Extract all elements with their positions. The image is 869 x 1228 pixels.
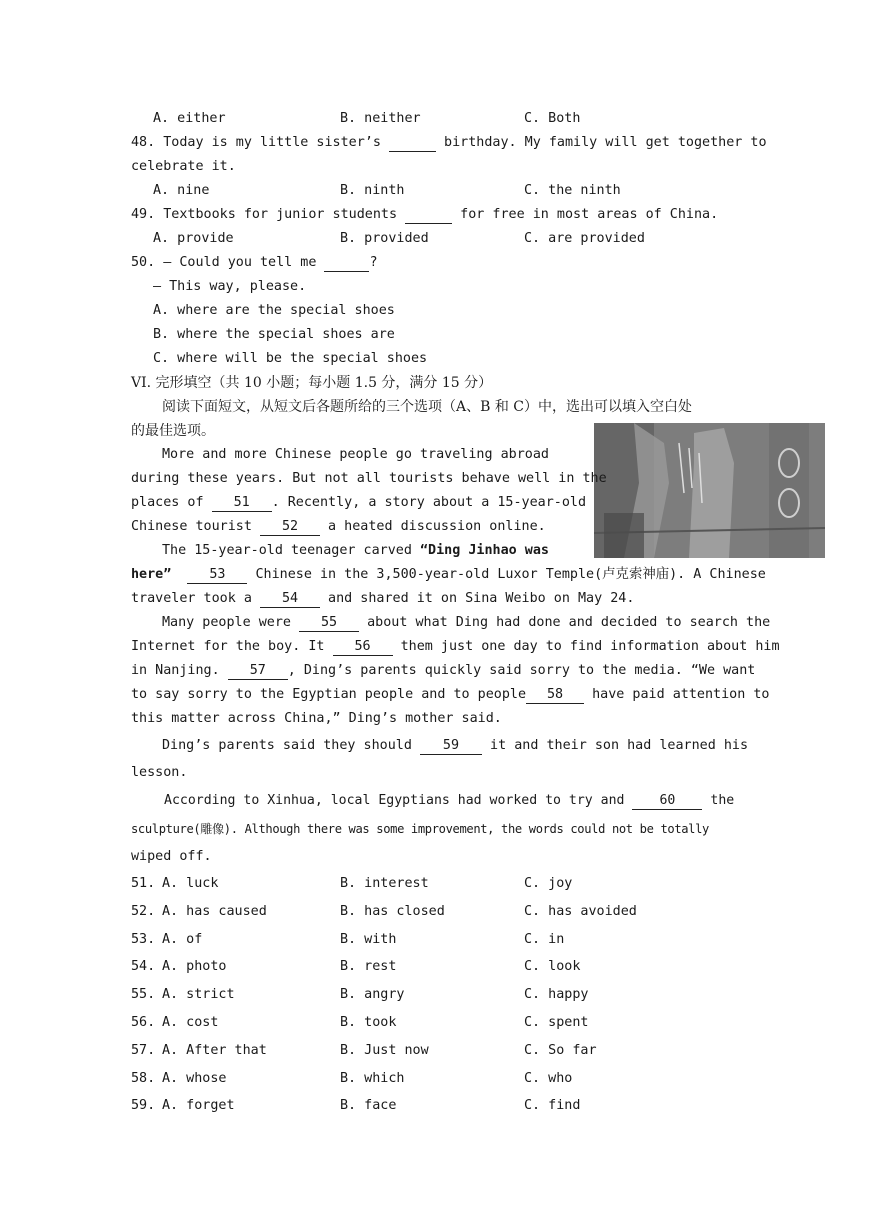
q48-stem-start: 48. Today is my little sister’s xyxy=(131,135,389,150)
blank-54: 54 xyxy=(260,591,320,608)
answer-option-a: A. photo xyxy=(162,959,227,974)
answer-option-b: B. angry xyxy=(340,987,405,1002)
q48-option-a: A. nine xyxy=(153,183,210,198)
q49-stem-end: for free in most areas of China. xyxy=(452,207,719,222)
q48-stem-end: birthday. My family will get together to xyxy=(435,135,767,150)
passage-p1-line2: during these years. But not all tourists behave well in the xyxy=(131,471,607,486)
passage-p1-line4 xyxy=(131,519,546,536)
passage-text: The 15-year-old teenager carved xyxy=(162,543,420,558)
answer-option-b: B. interest xyxy=(340,876,429,891)
q50-stem-end: ? xyxy=(369,255,378,270)
answer-number: 51. xyxy=(131,876,156,891)
passage-text: Ding’s parents said they should xyxy=(162,738,420,753)
answer-option-b: B. took xyxy=(340,1015,397,1030)
q50-blank xyxy=(324,255,369,272)
passage-p4-line2: lesson. xyxy=(131,765,188,780)
section-title: VI. 完形填空（共 10 小题；每小题 1.5 分，满分 15 分） xyxy=(131,375,493,391)
blank-53: 53 xyxy=(187,567,247,584)
q49-blank xyxy=(405,207,452,224)
answer-option-c: C. find xyxy=(524,1098,581,1113)
passage-p5-line1 xyxy=(164,793,734,810)
answer-option-c: C. in xyxy=(524,932,565,947)
answer-number: 56. xyxy=(131,1015,156,1030)
q50-option-b: B. where the special shoes are xyxy=(153,327,395,342)
blank-56: 56 xyxy=(333,639,393,656)
passage-text: a heated discussion online. xyxy=(320,519,546,534)
q50-option-c: C. where will be the special shoes xyxy=(153,351,428,366)
answer-number: 59. xyxy=(131,1098,156,1113)
passage-text: the xyxy=(702,793,735,808)
q48-option-b: B. ninth xyxy=(340,183,405,198)
answer-number: 55. xyxy=(131,987,156,1002)
blank-60: 60 xyxy=(632,793,702,810)
q49-option-a: A. provide xyxy=(153,231,234,246)
passage-text: According to Xinhua, local Egyptians had worked to try and xyxy=(164,793,633,808)
passage-text: about what Ding had done and decided to search the xyxy=(359,615,771,630)
blank-51: 51 xyxy=(212,495,272,512)
passage-text: Chinese in the 3,500-year-old Luxor Temple(卢克索神庙). A Chinese xyxy=(247,567,766,582)
passage-text: to say sorry to the Egyptian people and to people xyxy=(131,687,527,702)
passage-p2-line1 xyxy=(162,543,549,559)
carved-quote: “Ding Jinhao was xyxy=(419,543,549,558)
q48-option-c: C. the ninth xyxy=(524,183,621,198)
passage-p1-line1: More and more Chinese people go traveling abroad xyxy=(162,447,549,462)
blank-52: 52 xyxy=(260,519,320,536)
passage-p3-line3 xyxy=(131,663,755,680)
q49-option-b: B. provided xyxy=(340,231,429,246)
answer-option-b: B. has closed xyxy=(340,904,445,919)
passage-p3-line1 xyxy=(162,615,770,632)
answer-number: 57. xyxy=(131,1043,156,1058)
q47-option-a: A. either xyxy=(153,111,226,126)
q48-stem-line2: celebrate it. xyxy=(131,159,236,174)
section-instruction-line2: 的最佳选项。 xyxy=(131,423,215,439)
q47-option-c: C. Both xyxy=(524,111,581,126)
answer-option-a: A. of xyxy=(162,932,203,947)
answer-number: 58. xyxy=(131,1071,156,1086)
passage-p3-line5: this matter across China,” Ding’s mother said. xyxy=(131,711,502,726)
answer-option-c: C. look xyxy=(524,959,581,974)
passage-p2-line2 xyxy=(131,567,766,584)
answer-number: 54. xyxy=(131,959,156,974)
answer-number: 52. xyxy=(131,904,156,919)
q50-reply: — This way, please. xyxy=(153,279,307,294)
q48-blank xyxy=(389,135,436,152)
answer-option-c: C. has avoided xyxy=(524,904,637,919)
q48-stem xyxy=(131,135,767,152)
passage-text: Chinese tourist xyxy=(131,519,260,534)
q50-stem xyxy=(131,255,378,272)
answer-option-a: A. cost xyxy=(162,1015,219,1030)
passage-p2-line3 xyxy=(131,591,634,608)
answer-option-b: B. which xyxy=(340,1071,405,1086)
passage-p5-line3: wiped off. xyxy=(131,849,212,864)
answer-option-a: A. luck xyxy=(162,876,219,891)
passage-text: it and their son had learned his xyxy=(481,738,749,753)
passage-text: them just one day to find information about him xyxy=(392,639,780,654)
passage-p3-line2 xyxy=(131,639,780,656)
blank-58: 58 xyxy=(526,687,584,704)
section-instruction: 阅读下面短文，从短文后各题所给的三个选项（A、B 和 C）中，选出可以填入空白处 xyxy=(162,399,693,415)
passage-text: places of xyxy=(131,495,212,510)
q49-stem-start: 49. Textbooks for junior students xyxy=(131,207,406,222)
passage-text: , Ding’s parents quickly said sorry to the media. “We want xyxy=(287,663,756,678)
answer-option-c: C. happy xyxy=(524,987,589,1002)
answer-option-a: A. strict xyxy=(162,987,235,1002)
answer-option-b: B. face xyxy=(340,1098,397,1113)
passage-p3-line4 xyxy=(131,687,769,704)
q47-option-b: B. neither xyxy=(340,111,421,126)
passage-p5-line2: sculpture(雕像). Although there was some improvement, the words could not be totally xyxy=(131,822,709,836)
passage-p1-line3 xyxy=(131,495,586,512)
answer-option-b: B. Just now xyxy=(340,1043,429,1058)
answer-number: 53. xyxy=(131,932,156,947)
passage-text: . Recently, a story about a 15-year-old xyxy=(271,495,587,510)
q50-option-a: A. where are the special shoes xyxy=(153,303,395,318)
answer-option-a: A. forget xyxy=(162,1098,235,1113)
passage-text: in Nanjing. xyxy=(131,663,228,678)
answer-option-a: A. After that xyxy=(162,1043,267,1058)
blank-59: 59 xyxy=(420,738,482,755)
passage-text: Internet for the boy. It xyxy=(131,639,333,654)
answer-option-a: A. whose xyxy=(162,1071,227,1086)
answer-option-c: C. joy xyxy=(524,876,573,891)
answer-option-b: B. rest xyxy=(340,959,397,974)
answer-option-c: C. So far xyxy=(524,1043,597,1058)
passage-text: Many people were xyxy=(162,615,300,630)
blank-57: 57 xyxy=(228,663,288,680)
q49-stem xyxy=(131,207,718,224)
carved-quote-end: here” xyxy=(131,567,172,582)
answer-option-b: B. with xyxy=(340,932,397,947)
q49-option-c: C. are provided xyxy=(524,231,645,246)
answer-option-a: A. has caused xyxy=(162,904,267,919)
answer-option-c: C. spent xyxy=(524,1015,589,1030)
passage-text: have paid attention to xyxy=(584,687,770,702)
q50-stem-start: 50. — Could you tell me xyxy=(131,255,325,270)
temple-relief-photo xyxy=(594,423,825,558)
passage-text: traveler took a xyxy=(131,591,260,606)
passage-p4-line1 xyxy=(162,738,748,755)
blank-55: 55 xyxy=(299,615,359,632)
answer-option-c: C. who xyxy=(524,1071,573,1086)
passage-text: and shared it on Sina Weibo on May 24. xyxy=(320,591,635,606)
